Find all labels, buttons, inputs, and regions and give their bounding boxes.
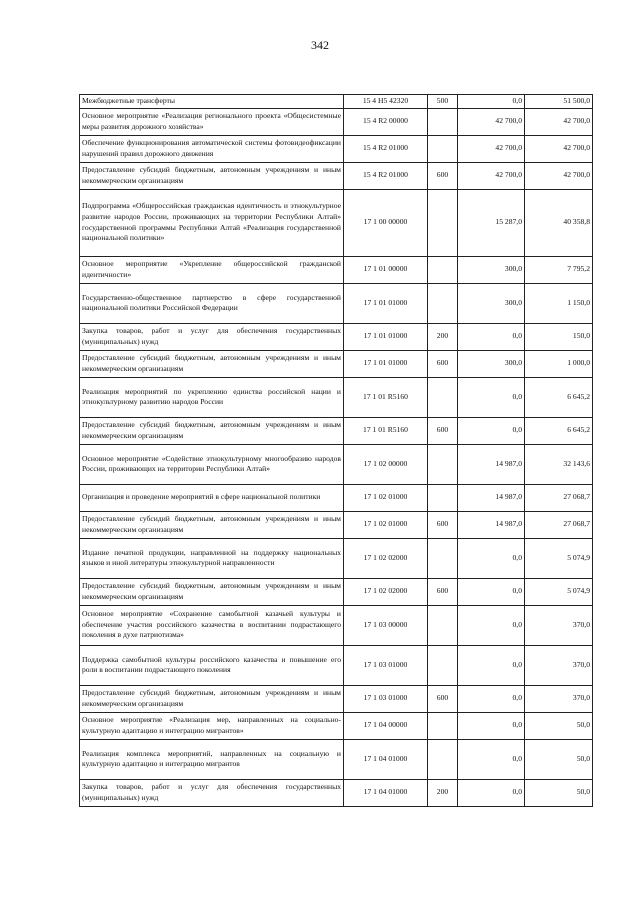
row-code: 17 1 02 01000 xyxy=(344,484,428,511)
row-value-2: 50,0 xyxy=(525,712,593,739)
table-row xyxy=(80,95,593,109)
row-value-1: 0,0 xyxy=(458,712,525,739)
row-value-2: 5 074,9 xyxy=(525,538,593,578)
row-expense-type xyxy=(428,108,458,135)
row-name: Предоставление субсидий бюджетным, автономным учреждениям и иным некоммерческим организациям xyxy=(80,350,344,377)
row-value-1: 42 700,0 xyxy=(458,108,525,135)
row-expense-type: 600 xyxy=(428,162,458,189)
table-row xyxy=(80,162,593,189)
row-name: Закупка товаров, работ и услуг для обеспечения государственных (муниципальных) нужд xyxy=(80,323,344,350)
row-expense-type xyxy=(428,645,458,685)
row-value-1: 42 700,0 xyxy=(458,135,525,162)
row-code: 17 1 02 01000 xyxy=(344,511,428,538)
row-code: 17 1 02 00000 xyxy=(344,444,428,484)
row-value-1: 0,0 xyxy=(458,538,525,578)
row-value-2: 27 068,7 xyxy=(525,484,593,511)
row-value-1: 0,0 xyxy=(458,417,525,444)
row-value-2: 50,0 xyxy=(525,779,593,806)
row-expense-type: 600 xyxy=(428,417,458,444)
row-name: Основное мероприятие «Сохранение самобытной казачьей культуры и обеспечение участия российского казачества в воспитании подрастающего поколения в духе патриотизма» xyxy=(80,605,344,645)
table-row xyxy=(80,605,593,645)
row-expense-type xyxy=(428,256,458,283)
row-value-1: 14 987,0 xyxy=(458,511,525,538)
row-code: 17 1 01 R5160 xyxy=(344,417,428,444)
row-code: 17 1 04 01000 xyxy=(344,739,428,779)
table-row xyxy=(80,256,593,283)
row-value-1: 300,0 xyxy=(458,350,525,377)
row-expense-type xyxy=(428,444,458,484)
row-value-2: 40 358,8 xyxy=(525,189,593,256)
row-value-1: 0,0 xyxy=(458,323,525,350)
row-name: Предоставление субсидий бюджетным, автономным учреждениям и иным некоммерческим организациям xyxy=(80,162,344,189)
row-expense-type: 200 xyxy=(428,323,458,350)
row-expense-type: 600 xyxy=(428,578,458,605)
row-expense-type: 500 xyxy=(428,95,458,109)
row-code: 15 4 R2 00000 xyxy=(344,108,428,135)
row-value-2: 1 000,0 xyxy=(525,350,593,377)
row-name: Предоставление субсидий бюджетным, автономным учреждениям и иным некоммерческим организациям xyxy=(80,417,344,444)
row-value-1: 15 287,0 xyxy=(458,189,525,256)
row-value-2: 27 068,7 xyxy=(525,511,593,538)
row-value-2: 50,0 xyxy=(525,739,593,779)
row-value-2: 7 795,2 xyxy=(525,256,593,283)
row-expense-type: 600 xyxy=(428,350,458,377)
row-code: 17 1 00 00000 xyxy=(344,189,428,256)
row-value-2: 6 645,2 xyxy=(525,417,593,444)
table-row xyxy=(80,135,593,162)
row-value-1: 0,0 xyxy=(458,605,525,645)
row-name: Межбюджетные трансферты xyxy=(80,95,344,109)
row-name: Предоставление субсидий бюджетным, автономным учреждениям и иным некоммерческим организациям xyxy=(80,578,344,605)
row-code: 17 1 01 01000 xyxy=(344,350,428,377)
row-name: Основное мероприятие «Реализация мер, направленных на социально-культурную адаптацию и интеграцию мигрантов» xyxy=(80,712,344,739)
budget-table xyxy=(79,94,593,807)
row-code: 17 1 03 01000 xyxy=(344,645,428,685)
row-value-2: 150,0 xyxy=(525,323,593,350)
row-name: Основное мероприятие «Укрепление общероссийской гражданской идентичности» xyxy=(80,256,344,283)
table-row xyxy=(80,417,593,444)
row-name: Организация и проведение мероприятий в сфере национальной политики xyxy=(80,484,344,511)
row-name: Издание печатной продукции, направленной на поддержку национальных языков и иной литературы этнокультурной направленности xyxy=(80,538,344,578)
row-value-1: 14 987,0 xyxy=(458,444,525,484)
row-value-2: 42 700,0 xyxy=(525,162,593,189)
table-row xyxy=(80,538,593,578)
table-row xyxy=(80,444,593,484)
row-value-1: 0,0 xyxy=(458,645,525,685)
row-expense-type xyxy=(428,377,458,417)
row-value-1: 0,0 xyxy=(458,377,525,417)
row-value-2: 51 500,0 xyxy=(525,95,593,109)
row-code: 17 1 02 02000 xyxy=(344,538,428,578)
row-value-2: 370,0 xyxy=(525,685,593,712)
row-value-2: 370,0 xyxy=(525,645,593,685)
row-code: 17 1 01 R5160 xyxy=(344,377,428,417)
row-expense-type xyxy=(428,605,458,645)
row-code: 17 1 01 00000 xyxy=(344,256,428,283)
row-value-2: 42 700,0 xyxy=(525,135,593,162)
row-value-1: 0,0 xyxy=(458,578,525,605)
row-value-1: 300,0 xyxy=(458,256,525,283)
row-expense-type xyxy=(428,135,458,162)
row-code: 17 1 03 01000 xyxy=(344,685,428,712)
row-expense-type xyxy=(428,538,458,578)
table-row xyxy=(80,283,593,323)
row-name: Государственно-общественное партнерство в сфере государственной национальной политики Российской Федерации xyxy=(80,283,344,323)
row-name: Обеспечение функционирования автоматической системы фотовидеофиксации нарушений правил дорожного движения xyxy=(80,135,344,162)
table-row xyxy=(80,484,593,511)
table-row xyxy=(80,511,593,538)
row-value-1: 0,0 xyxy=(458,779,525,806)
row-value-2: 6 645,2 xyxy=(525,377,593,417)
row-code: 17 1 04 01000 xyxy=(344,779,428,806)
budget-table-body xyxy=(80,95,593,807)
page-number: 342 xyxy=(311,38,329,52)
row-value-1: 42 700,0 xyxy=(458,162,525,189)
row-value-1: 0,0 xyxy=(458,739,525,779)
table-row xyxy=(80,323,593,350)
row-name: Реализация комплекса мероприятий, направленных на социальную и культурную адаптацию и интеграцию мигрантов xyxy=(80,739,344,779)
row-value-2: 5 074,9 xyxy=(525,578,593,605)
table-row xyxy=(80,712,593,739)
table-row xyxy=(80,645,593,685)
table-row xyxy=(80,685,593,712)
row-expense-type: 200 xyxy=(428,779,458,806)
row-expense-type xyxy=(428,484,458,511)
table-row xyxy=(80,578,593,605)
row-value-1: 300,0 xyxy=(458,283,525,323)
row-value-1: 14 987,0 xyxy=(458,484,525,511)
row-name: Основное мероприятие «Содействие этнокультурному многообразию народов России, проживающих на территории Республики Алтай» xyxy=(80,444,344,484)
row-name: Предоставление субсидий бюджетным, автономным учреждениям и иным некоммерческим организациям xyxy=(80,685,344,712)
row-name: Предоставление субсидий бюджетным, автономным учреждениям и иным некоммерческим организациям xyxy=(80,511,344,538)
row-value-1: 0,0 xyxy=(458,95,525,109)
row-name: Поддержка самобытной культуры российского казачества и повышение его роли в воспитании подрастающего поколения xyxy=(80,645,344,685)
row-code: 15 4 R2 01000 xyxy=(344,162,428,189)
table-row xyxy=(80,779,593,806)
row-code: 15 4 R2 01000 xyxy=(344,135,428,162)
row-expense-type: 600 xyxy=(428,685,458,712)
row-code: 17 1 02 02000 xyxy=(344,578,428,605)
table-row xyxy=(80,189,593,256)
row-code: 17 1 03 00000 xyxy=(344,605,428,645)
row-name: Основное мероприятие «Реализация регионального проекта «Общесистемные меры развития дорожного хозяйства» xyxy=(80,108,344,135)
row-code: 17 1 01 01000 xyxy=(344,323,428,350)
row-code: 17 1 01 01000 xyxy=(344,283,428,323)
table-row xyxy=(80,377,593,417)
row-name: Реализация мероприятий по укреплению единства российской нации и этнокультурному развитию народов России xyxy=(80,377,344,417)
row-value-2: 42 700,0 xyxy=(525,108,593,135)
row-expense-type: 600 xyxy=(428,511,458,538)
row-value-2: 32 143,6 xyxy=(525,444,593,484)
row-name: Подпрограмма «Общероссийская гражданская идентичность и этнокультурное развитие народов России, проживающих на территории Республики Алтай» государственной программы Республики Алтай «Реализация государственной национальной политики» xyxy=(80,189,344,256)
row-expense-type xyxy=(428,712,458,739)
row-expense-type xyxy=(428,189,458,256)
row-code: 15 4 Н5 42320 xyxy=(344,95,428,109)
row-value-2: 370,0 xyxy=(525,605,593,645)
row-expense-type xyxy=(428,739,458,779)
table-row xyxy=(80,739,593,779)
row-code: 17 1 04 00000 xyxy=(344,712,428,739)
row-expense-type xyxy=(428,283,458,323)
table-row xyxy=(80,350,593,377)
row-name: Закупка товаров, работ и услуг для обеспечения государственных (муниципальных) нужд xyxy=(80,779,344,806)
row-value-1: 0,0 xyxy=(458,685,525,712)
row-value-2: 1 150,0 xyxy=(525,283,593,323)
table-row xyxy=(80,108,593,135)
